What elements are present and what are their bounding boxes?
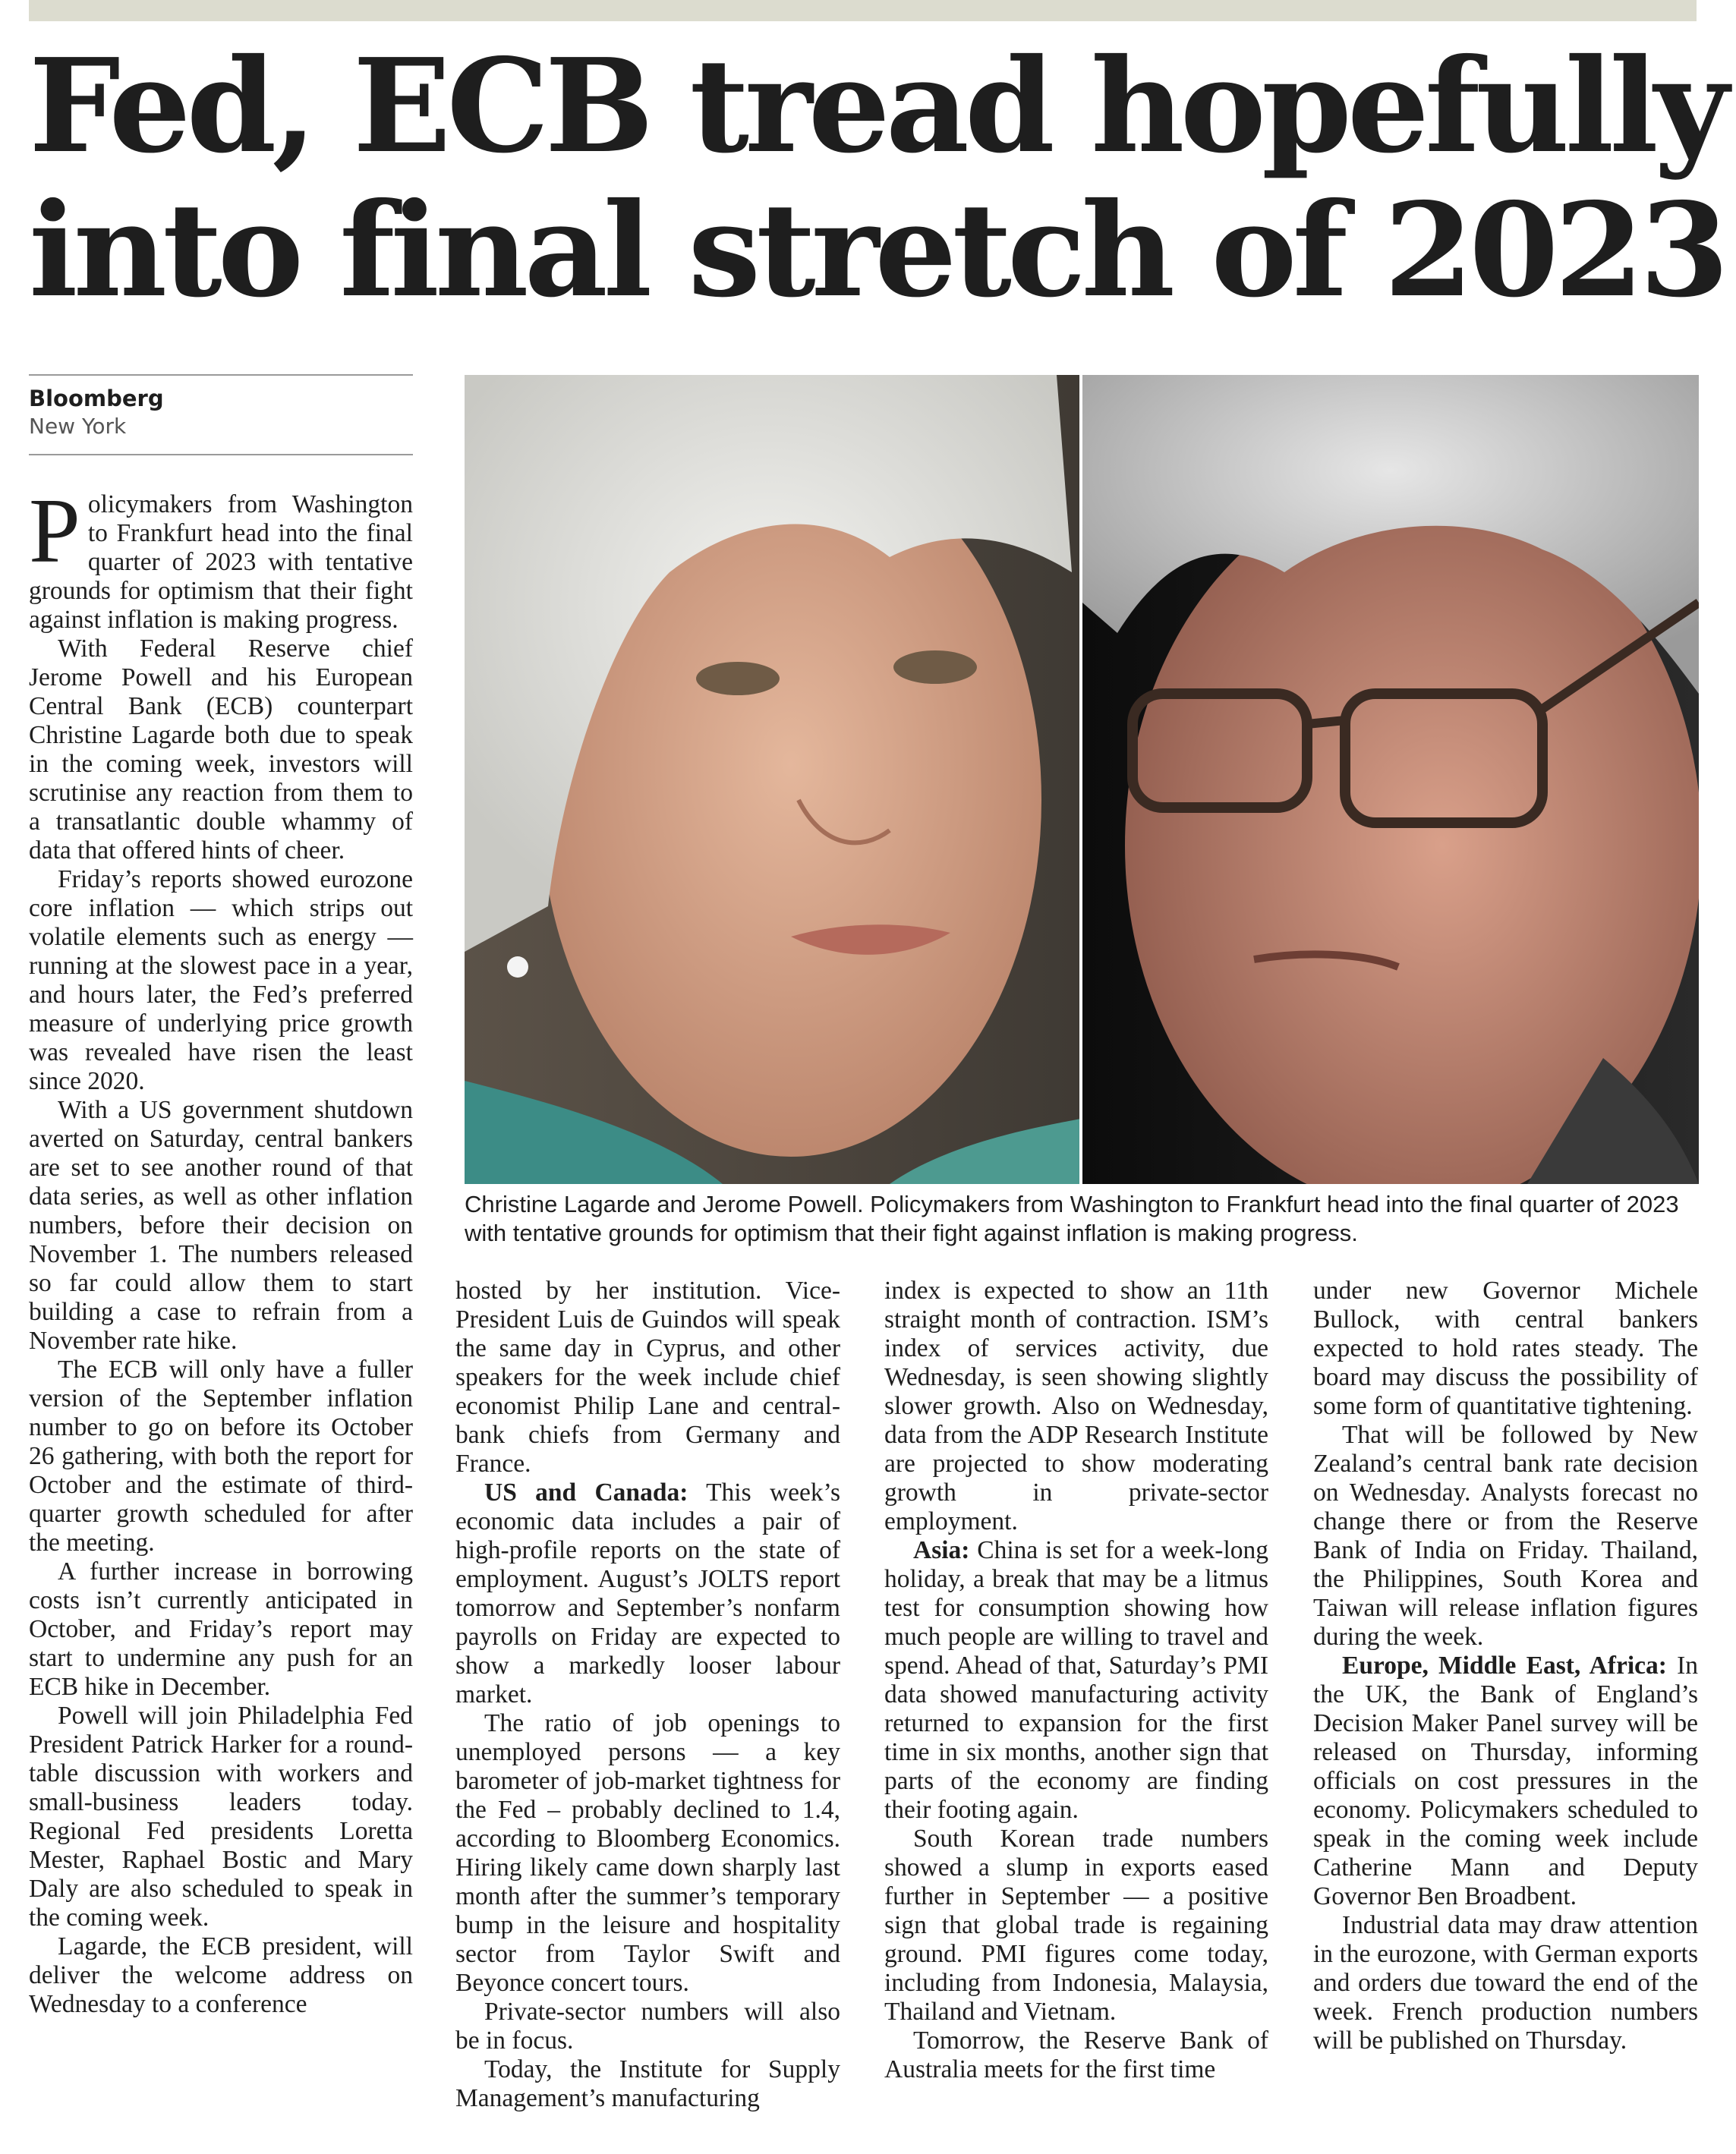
photo-caption: Christine Lagarde and Jerome Powell. Policymakers from Washington to Frankfurt head into the final quarter of 2023 with tentative grounds for optimism that their fight against inflation is making progress.	[465, 1191, 1679, 1246]
article-paragraph: Today, the Institute for Supply Management’s manufacturing	[455, 2055, 840, 2112]
article-paragraph	[29, 480, 413, 635]
article-paragraph: Tomorrow, the Reserve Bank of Australia meets for the first time	[884, 2026, 1268, 2083]
paragraph-text: China is set for a week-long holiday, a break that may be a litmus test for consumption showing how much people are willing to travel and spend. Ahead of that, Saturday’s PMI data showed manufacturing activity returned to expansion for the first time in six months, another sign that parts of the economy are finding their footing again.	[884, 1536, 1268, 1824]
article-paragraph	[455, 1479, 840, 1709]
article-paragraph: Powell will join Philadelphia Fed President Patrick Harker for a round-table discussion with workers and small-business leaders today. Regional Fed presidents Loretta Mester, Raphael Bostic and Mary Daly are also scheduled to speak in the coming week.	[29, 1702, 413, 1932]
article-paragraph: The ratio of job openings to unemployed persons — a key barometer of job-market tightness for the Fed – probably declined to 1.4, according to Bloomberg Economics. Hiring likely came down sharply last month after the summer’s temporary bump in the leisure and hospitality sector from Taylor Swift and Beyonce concert tours.	[455, 1709, 840, 1997]
article-paragraph: With Federal Reserve chief Jerome Powell and his European Central Bank (ECB) counterpart Christine Lagarde both due to speak in the coming week, investors will scrutinise any reaction from them to a transatlantic double whammy of data that offered hints of cheer.	[29, 635, 413, 864]
headline	[29, 30, 1725, 326]
article-paragraph: That will be followed by New Zealand’s central bank rate decision on Wednesday. Analysts forecast no change there or from the Reserve Bank of India on Friday. Thailand, the Philippines, South Korea and Taiwan will release inflation figures during the week.	[1313, 1421, 1698, 1651]
top-color-band	[29, 0, 1697, 21]
article-paragraph	[884, 1536, 1268, 1825]
paragraph-text: olicymakers from Washington to Frankfurt head into the final quarter of 2023 with tentative grounds for optimism that their fight against inflation is making progress.	[29, 490, 413, 634]
byline-top-rule	[29, 374, 413, 376]
article-paragraph: The ECB will only have a fuller version of the September inflation number to go on before its October 26 gathering, with both the report for October and the estimate of third-quarter growth scheduled for after the meeting.	[29, 1356, 413, 1557]
article-photo	[465, 375, 1699, 1184]
article-paragraph: South Korean trade numbers showed a slump in exports eased further in September — a positive sign that global trade is regaining ground. PMI figures come today, including from Indonesia, Malaysia, Thailand and Vietnam.	[884, 1825, 1268, 2026]
byline-bottom-rule	[29, 454, 413, 455]
article-paragraph: A further increase in borrowing costs isn’t currently anticipated in October, and Friday’s report may start to undermine any push for an ECB hike in December.	[29, 1557, 413, 1701]
headline-line-1: Fed, ECB tread hopefully	[29, 30, 1725, 182]
subhead-emea: Europe, Middle East, Africa:	[1342, 1652, 1667, 1680]
article-paragraph: Industrial data may draw attention in the eurozone, with German exports and orders due toward the end of the week. French production numbers will be published on Thursday.	[1313, 1911, 1698, 2055]
drop-cap: P	[29, 480, 80, 582]
portraits-image	[465, 375, 1699, 1184]
article-paragraph	[1313, 1652, 1698, 1911]
paragraph-text: This week’s economic data includes a pair of high-profile reports on the state of employment. August’s JOLTS report tomorrow and September’s nonfarm payrolls on Friday are expected to show a markedly looser labour market.	[455, 1479, 840, 1708]
subhead-us-canada: US and Canada:	[484, 1479, 688, 1507]
article-paragraph: under new Governor Michele Bullock, with central bankers expected to hold rates steady. The board may discuss the possibility of some form of quantitative tightening.	[1313, 1277, 1698, 1420]
article-column-4	[1313, 1277, 1698, 2055]
subhead-asia: Asia:	[913, 1536, 970, 1564]
article-paragraph: Lagarde, the ECB president, will deliver the welcome address on Wednesday to a conference	[29, 1932, 413, 2018]
byline-source: Bloomberg	[29, 386, 164, 411]
article-column-1	[29, 480, 413, 2019]
byline-location: New York	[29, 414, 127, 439]
article-paragraph: Friday’s reports showed eurozone core inflation — which strips out volatile elements such as energy — running at the slowest pace in a year, and hours later, the Fed’s preferred measure of underlying price growth was revealed have risen the least since 2020.	[29, 865, 413, 1095]
article-column-2	[455, 1277, 840, 2113]
headline-line-2: into final stretch of 2023	[29, 175, 1725, 326]
article-column-3	[884, 1277, 1268, 2084]
article-paragraph: hosted by her institution. Vice-President Luis de Guindos will speak the same day in Cyprus, and other speakers for the week include chief economist Philip Lane and central-bank chiefs from Germany and France.	[455, 1277, 840, 1478]
paragraph-text: In the UK, the Bank of England’s Decision Maker Panel survey will be released on Thursday, informing officials on cost pressures in the economy. Policymakers scheduled to speak in the coming week include Catherine Mann and Deputy Governor Ben Broadbent.	[1313, 1652, 1698, 1910]
article-paragraph: Private-sector numbers will also be in focus.	[455, 1998, 840, 2055]
article-paragraph: index is expected to show an 11th straight month of contraction. ISM’s index of services activity, due Wednesday, is seen showing slightly slower growth. Also on Wednesday, data from the ADP Research Institute are projected to show moderating growth in private-sector employment.	[884, 1277, 1268, 1535]
article-paragraph: With a US government shutdown averted on Saturday, central bankers are set to see another round of that data series, as well as other inflation numbers, before their decision on November 1. The numbers released so far could allow them to start building a case to refrain from a November rate hike.	[29, 1096, 413, 1355]
